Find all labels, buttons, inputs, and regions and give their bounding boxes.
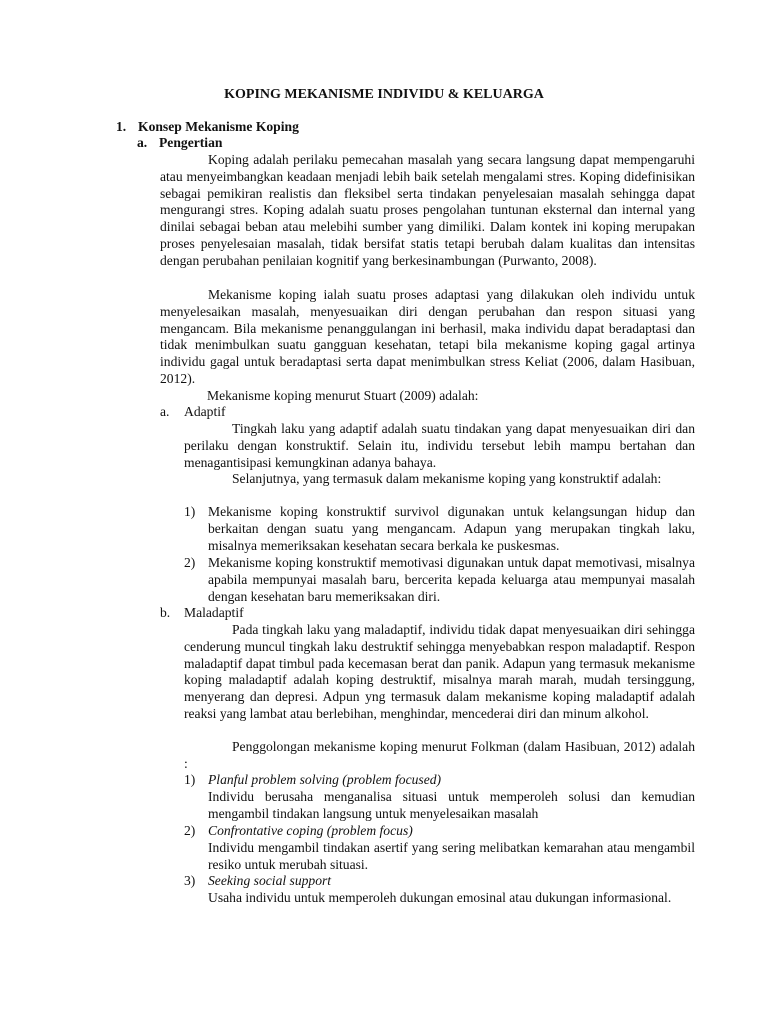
subsection-number: a. — [137, 135, 148, 150]
list-number: 2) — [184, 823, 196, 838]
list-item-title: Seeking social support — [208, 873, 332, 888]
list-number: 2) — [184, 555, 196, 570]
list-item-title: Confrontative coping (problem focus) — [208, 823, 413, 838]
list-item — [184, 555, 695, 605]
list-title: Maladaptif — [184, 605, 244, 620]
section-heading — [116, 119, 299, 136]
paragraph-stuart-intro: Mekanisme koping menurut Stuart (2009) adalah: — [207, 388, 479, 403]
list-title: Adaptif — [184, 404, 226, 419]
list-item — [184, 873, 695, 907]
paragraph-koping-definition: Koping adalah perilaku pemecahan masalah yang secara langsung dapat mempengaruhi atau menyeimbangkan keadaan menjadi lebih baik setelah mengalami stres. Koping didefinisikan sebagai pemikiran realistis dan fleksibel serta tindakan penyelesaian masalah sehingga dapat mengurangi stres. Koping adalah suatu proses pengolahan tuntunan eksternal dan internal yang dinilai sebagai beban atau melebihi sumber yang dimiliki. Dalam kontek ini koping merupakan proses penyelesaian masalah, tidak bersifat statis tetapi berubah dalam kualitas dan intensitas dengan perubahan penilaian kognitif yang berkesinambungan (Purwanto, 2008). — [160, 152, 695, 268]
paragraph-adaptif-konstruktif: Selanjutnya, yang termasuk dalam mekanisme koping yang konstruktif adalah: — [232, 471, 662, 486]
section-number: 1. — [116, 119, 127, 134]
list-item — [184, 823, 695, 873]
subsection-title: Pengertian — [159, 135, 223, 150]
list-item-title: Planful problem solving (problem focused) — [208, 772, 442, 787]
list-text: Individu mengambil tindakan asertif yang sering melibatkan kemarahan atau mengambil resiko untuk merubah situasi. — [208, 839, 695, 872]
list-text: Usaha individu untuk memperoleh dukungan emosinal atau dukungan informasional. — [208, 889, 672, 905]
document-title: KOPING MEKANISME INDIVIDU & KELUARGA — [224, 87, 544, 102]
list-item-adaptif — [160, 404, 226, 421]
list-label: b. — [160, 605, 171, 620]
list-number: 1) — [184, 772, 196, 787]
list-text: Mekanisme koping konstruktif survivol digunakan untuk kelangsungan hidup dan berkaitan dengan suatu yang mengancam. Adapun yang merupakan tingkah laku, misalnya memeriksakan kesehatan secara berkala ke puskesmas. — [208, 504, 695, 553]
subsection-heading — [137, 135, 222, 152]
list-number: 1) — [184, 504, 196, 519]
paragraph-maladaptif: Pada tingkah laku yang maladaptif, individu tidak dapat menyesuaikan diri sehingga cenderung muncul tingkah laku destruktif sehingga menyebabkan respon maladaptif. Respon maladaptif dapat timbul pada kecemasan berat dan panik. Adapun yang termasuk mekanisme koping maladaptif adalah koping destruktif, misalnya marah marah, mudah tersinggung, menyerang dan depresi. Adpun yng termasuk dalam mekanisme koping maladaptif adalah reaksi yang lambat atau berlebihan, menghindar, mencederai diri dan minum alkohol. — [184, 622, 695, 721]
section-title: Konsep Mekanisme Koping — [138, 119, 299, 134]
list-number: 3) — [184, 873, 196, 888]
list-label: a. — [160, 404, 170, 419]
paragraph-adaptif: Tingkah laku yang adaptif adalah suatu tindakan yang dapat menyesuaikan diri dan perilaku dengan konstruktif. Selain itu, individu tersebut lebih mampu bertahan dan menagantisipasi kemungkinan adanya bahaya. — [184, 421, 695, 470]
list-text: Mekanisme koping konstruktif memotivasi digunakan untuk dapat memotivasi, misalnya apabila mempunyai masalah baru, bercerita kepada keluarga atau mempunyai masalah dengan kesehatan baru memeriksakan diri. — [208, 555, 695, 604]
paragraph-mekanisme-koping: Mekanisme koping ialah suatu proses adaptasi yang dilakukan oleh individu untuk menyelesaikan masalah, menyesuaikan diri dengan perubahan dan respon situasi yang mengancam. Bila mekanisme penanggulangan ini berhasil, maka individu dapat beradaptasi dan tidak menimbulkan suatu gangguan kesehatan, tetapi bila mekanisme koping gagal artinya individu gagal untuk beradaptasi serta dapat menimbulkan stress Keliat (2006, dalam Hasibuan, 2012). — [160, 287, 695, 386]
list-item — [184, 504, 695, 554]
list-item-maladaptif — [160, 605, 244, 622]
paragraph-folkman: Penggolongan mekanisme koping menurut Folkman (dalam Hasibuan, 2012) adalah : — [184, 739, 695, 771]
list-item — [184, 772, 695, 822]
list-text: Individu berusaha menganalisa situasi untuk memperoleh solusi dan kemudian mengambil tindakan langsung untuk menyelesaikan masalah — [208, 788, 695, 821]
